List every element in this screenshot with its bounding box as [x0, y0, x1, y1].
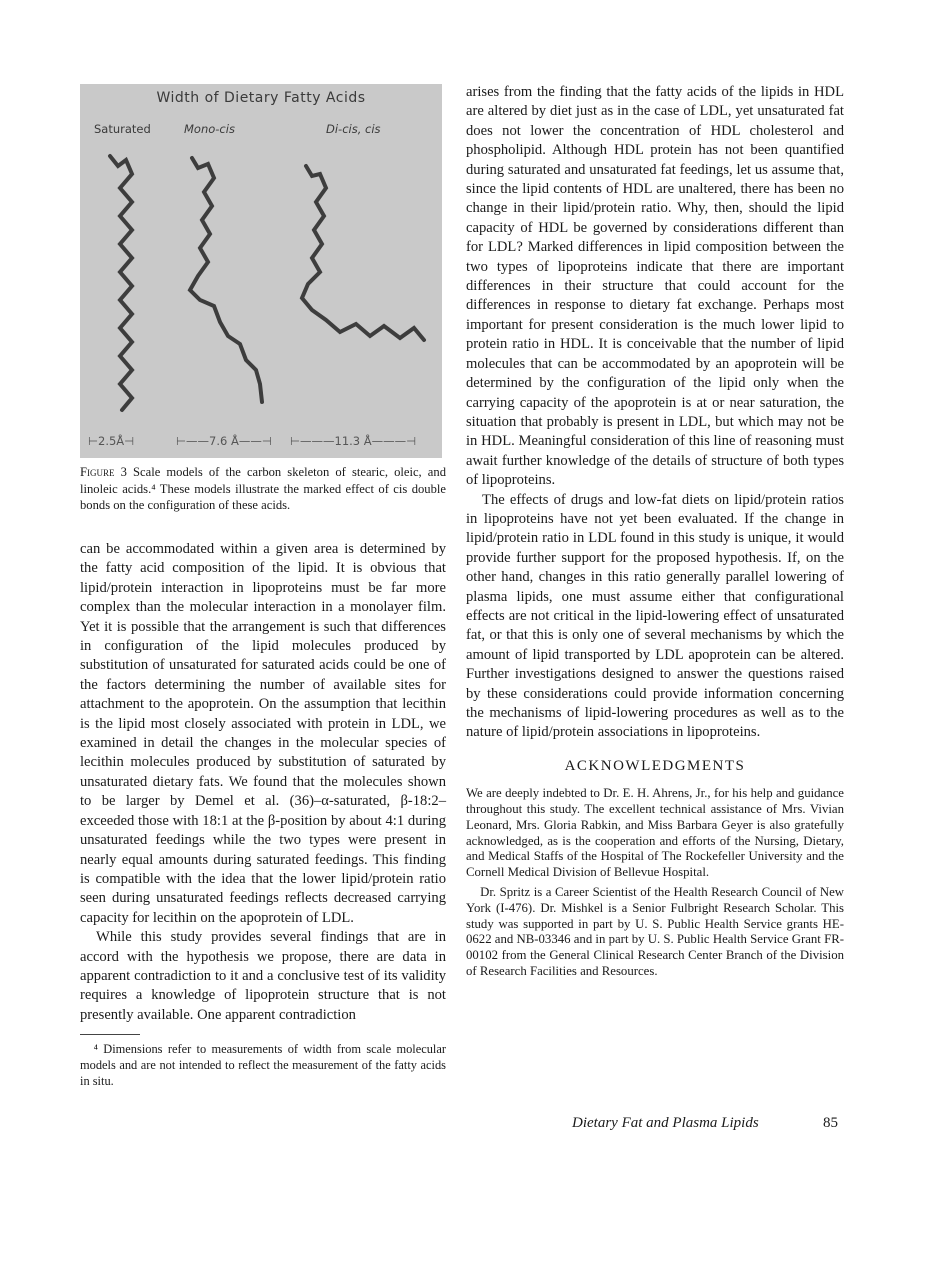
label-saturated: Saturated [94, 122, 151, 136]
running-title: Dietary Fat and Plasma Lipids [572, 1115, 759, 1131]
figure-caption [80, 464, 446, 514]
figure-title: Width of Dietary Fatty Acids [156, 90, 366, 106]
scale-di-cis: ⊢———11.3 Å———⊣ [290, 434, 417, 448]
acknowledgment-paragraph: We are deeply indebted to Dr. E. H. Ahrens, Jr., for his help and guidance throughout this study. The excellent technical assistance of Mrs. Vivian Leonard, Mrs. Gloria Rabkin, and Miss Barbara Geyer is also gratefully acknowledged, as is the cooperation and efforts of the Nursing, Dietary, and Medical Staffs of the Hospital of The Rockefeller University and the Cornell Medical Division of Bellevue Hospital. [466, 786, 844, 880]
label-mono-cis: Mono-cis [184, 122, 235, 136]
body-paragraph: While this study provides several findings that are in accord with the hypothesis we propose, there are data in apparent contradiction to it and a conclusive test of its validity requires a knowledge of lipoprotein structure that is not presently available. One apparent contradiction [80, 929, 446, 1023]
scale-saturated: ⊢2.5Å⊣ [88, 434, 135, 448]
scale-mono-cis: ⊢——7.6 Å——⊣ [176, 434, 272, 448]
molecule-models [80, 84, 442, 458]
acknowledgments-heading: ACKNOWLEDGMENTS [564, 757, 746, 774]
caption-label: Figure 3 [80, 465, 127, 479]
acknowledgment-paragraph: Dr. Spritz is a Career Scientist of the Health Research Council of New York (I-476). Dr. Mishkel is a Senior Fulbright Research Scholar. This study was supported in part by U. S. Public Health Service grants HE-0622 and NB-03346 and in part by U. S. Public Health Service Grant FR-00102 from the General Clinical Research Center Branch of the Division of Research Facilities and Resources. [466, 885, 844, 978]
body-paragraph: can be accommodated within a given area is determined by the fatty acid composition of the lipid. It is obvious that lipid/protein interaction in lipoproteins must be far more complex than the molecular interaction in a monolayer film. Yet it is possible that the arrangement is such that differences in configuration of the lipid molecules produced by substitution of unsaturated for saturated acids could be one of the factors determining the number of available sites for attachment to the apoprotein. On the assumption that lecithin is the lipid most closely associated with protein in LDL, we examined in detail the changes in the molecular species of lecithin molecules produced by substitution of saturated by unsaturated dietary fats. We found that the molecules shown to be larger by Demel et al. (36)–α-saturated, β-18:2–exceeded those with 18:1 at the β-position by about 4:1 during unsaturated feedings while the two types were present in nearly equal amounts during saturated feedings. This finding is compatible with the idea that the lower lipid/protein ratio seen during unsaturated feedings reflects decreased carrying capacity for lecithin on the apoprotein of LDL. [80, 541, 446, 926]
footnote: ⁴ Dimensions refer to measurements of width from scale molecular models and are not intended to reflect the measurement of the fatty acids in situ. [80, 1042, 446, 1089]
label-di-cis: Di-cis, cis [326, 122, 381, 136]
right-column [466, 83, 844, 980]
body-paragraph: The effects of drugs and low-fat diets on lipid/protein ratios in lipoproteins have not yet been evaluated. If the change in lipid/protein ratio in LDL found in this study is unique, it would provide further support for the proposed hypothesis. If, on the other hand, changes in this ratio generally parallel lowering of plasma lipids, one must assume either that configurational effects are not critical in the lipid-lowering effect of unsaturated fat, or that this is only one of several mechanisms by which the amount of lipid transported by LDL apoprotein can be altered. Further investigations designed to answer the questions raised by these considerations could provide information concerning the mechanisms of lipid-lowering procedures as well as to the nature of lipid/protein associations in lipoproteins. [466, 491, 844, 741]
footnote-divider [80, 1034, 140, 1035]
page-number: 85 [823, 1115, 838, 1131]
body-paragraph: arises from the finding that the fatty acids of the lipids in HDL are altered by diet just as in the case of LDL, yet unsaturated fat does not lower the concentration of HDL cholesterol and phospholipid. Although HDL protein has not been quantified during saturated and unsaturated fat feedings, let us assume that, since the lipid contents of HDL are unaltered, there has been no change in their lipid/protein ratio. Why, then, should the lipid capacity of HDL be governed by considerations different than for LDL? Marked differences in lipid composition between the two types of lipoproteins indicate that there are important differences in their structure that could account for the differences in response to dietary fat exchange. Perhaps most important for present consideration is the much lower lipid to protein ratio in HDL. It is conceivable that the number of lipid molecules that can be accommodated by an apoprotein will be determined by the configuration of the lipid only when the carrying capacity of the apoprotein is at or near saturation, the situation that probably is present in LDL, but which may not be in HDL. Meaningful consideration of this line of reasoning must await further knowledge of the details of structure of both types of lipoproteins. [466, 84, 844, 489]
left-column [80, 540, 446, 1089]
figure-fatty-acid-models [80, 84, 442, 458]
caption-text: Scale models of the carbon skeleton of stearic, oleic, and linoleic acids.⁴ These models illustrate the marked effect of cis double bonds on the configuration of these acids. [80, 465, 446, 513]
